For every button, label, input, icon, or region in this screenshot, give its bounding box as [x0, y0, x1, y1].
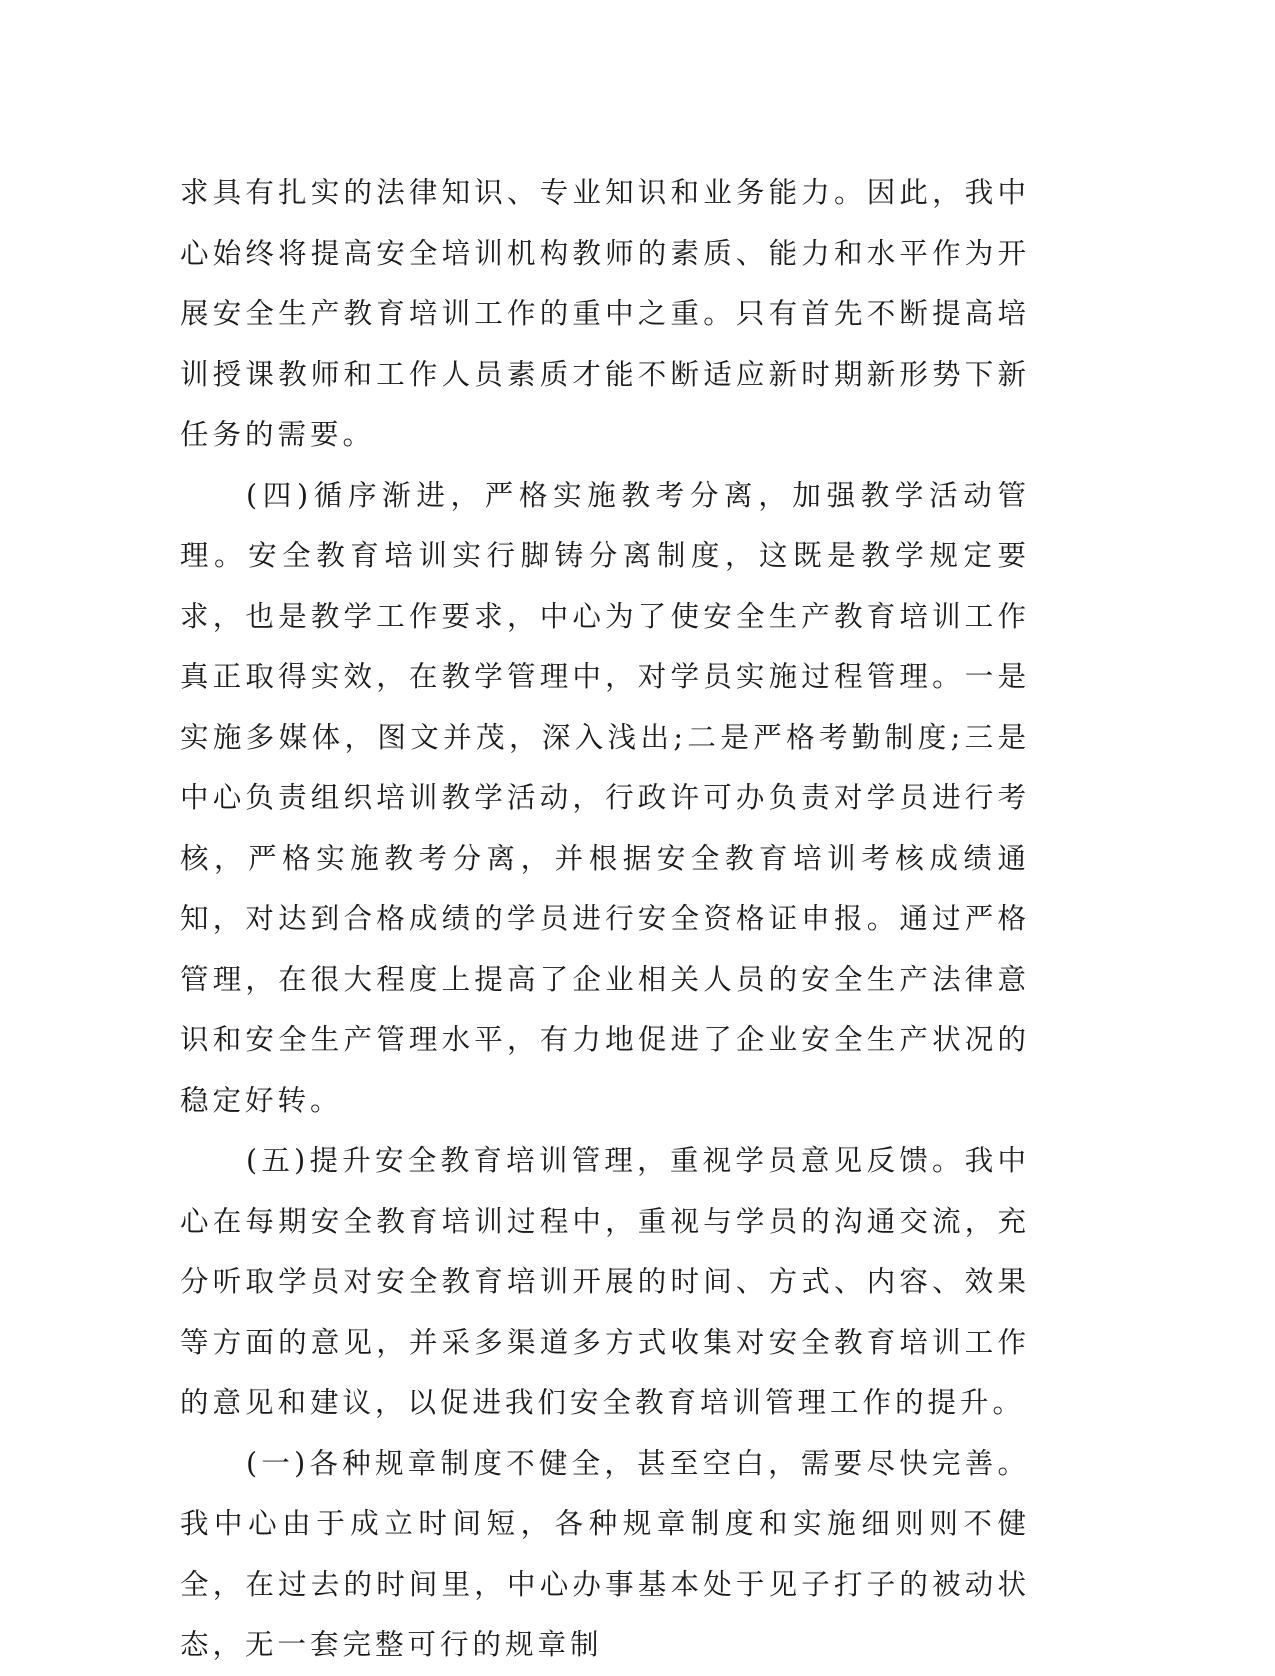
- paragraph-2: (四)循序渐进，严格实施教考分离，加强教学活动管理。安全教育培训实行脚铸分离制度，这既是教学规定要求，也是教学工作要求，中心为了使安全生产教育培训工作真正取得实效，在教学管理中，对学员实施过程管理。一是实施多媒体，图文并茂，深入浅出;二是严格考勤制度;三是中心负责组织培训教学活动，行政许可办负责对学员进行考核，严格实施教考分离，并根据安全教育培训考核成绩通知，对达到合格成绩的学员进行安全资格证申报。通过严格管理，在很大程度上提高了企业相关人员的安全生产法律意识和安全生产管理水平，有力地促进了企业安全生产状况的稳定好转。: [180, 478, 1030, 1117]
- document-body: [180, 163, 1030, 1676]
- paragraph-3: (五)提升安全教育培训管理，重视学员意见反馈。我中心在每期安全教育培训过程中，重视与学员的沟通交流，充分听取学员对安全教育培训开展的时间、方式、内容、效果等方面的意见，并采多渠道多方式收集对安全教育培训工作的意见和建议，以促进我们安全教育培训管理工作的提升。: [180, 1144, 1030, 1419]
- paragraph-1: 求具有扎实的法律知识、专业知识和业务能力。因此，我中心始终将提高安全培训机构教师的素质、能力和水平作为开展安全生产教育培训工作的重中之重。只有首先不断提高培训授课教师和工作人员素质才能不断适应新时期新形势下新任务的需要。: [180, 176, 1030, 451]
- paragraph-4: (一)各种规章制度不健全，甚至空白，需要尽快完善。我中心由于成立时间短，各种规章制度和实施细则则不健全，在过去的时间里，中心办事基本处于见子打子的被动状态，无一套完整可行的规章制: [180, 1446, 1030, 1661]
